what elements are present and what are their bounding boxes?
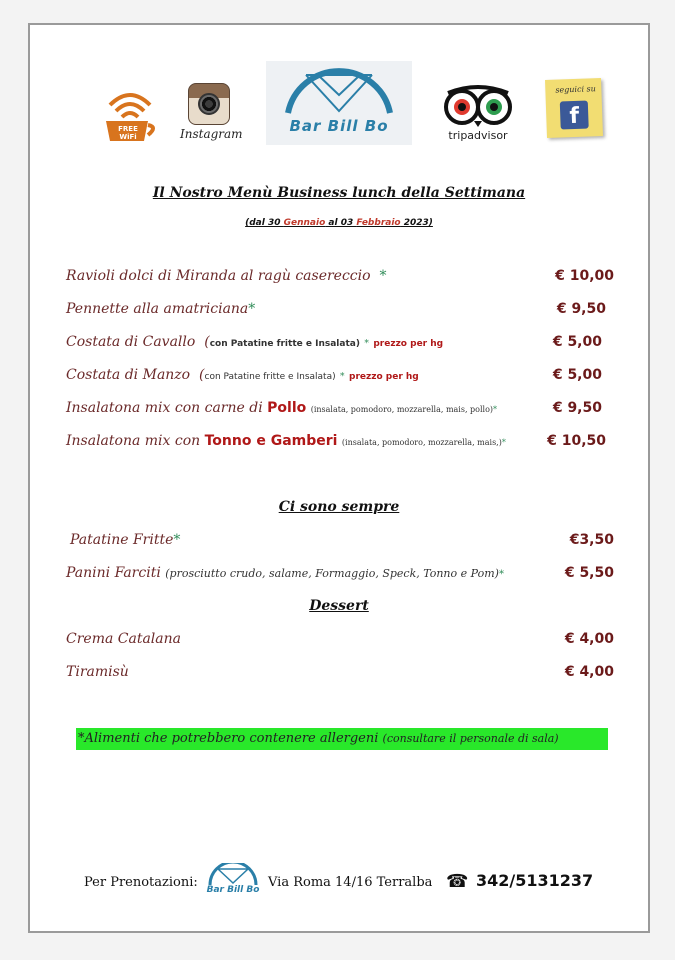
menu-item: Costata di Cavallo (con Patatine fritte e Insalata) * prezzo per hg € 5,00 bbox=[66, 334, 602, 350]
item-price: € 10,00 bbox=[555, 268, 614, 284]
footer-booking bbox=[84, 863, 624, 903]
free-wifi-logo bbox=[102, 83, 158, 145]
item-price: € 5,00 bbox=[552, 334, 602, 350]
address: Via Roma 14/16 Terralba bbox=[268, 875, 433, 890]
item-price: € 10,50 bbox=[547, 433, 606, 449]
facebook-note-logo bbox=[545, 78, 603, 138]
menu-item: Panini Farciti (prosciutto crudo, salame, Formaggio, Speck, Tonno e Pom)* € 5,50 bbox=[66, 565, 614, 581]
menu-item: Crema Catalana € 4,00 bbox=[66, 631, 614, 647]
phone-icon: ☎ bbox=[446, 871, 469, 892]
menu-item: Insalatona mix con carne di Pollo (insalata, pomodoro, mozzarella, mais, pollo)* € 9,50 bbox=[66, 400, 602, 416]
phone-number[interactable]: 342/5131237 bbox=[476, 871, 594, 890]
item-price: € 5,50 bbox=[564, 565, 614, 581]
item-price: € 4,00 bbox=[564, 664, 614, 680]
tripadvisor-logo bbox=[438, 83, 518, 147]
menu-item: Costata di Manzo (con Patatine fritte e Insalata) * prezzo per hg € 5,00 bbox=[66, 367, 602, 383]
instagram-text: Instagram bbox=[180, 127, 243, 141]
item-price: €3,50 bbox=[569, 532, 614, 548]
menu-item: Pennette alla amatriciana* € 9,50 bbox=[66, 301, 606, 317]
menu-date-range: (dal 30 Gennaio al 03 Febbraio 2023) bbox=[245, 218, 433, 228]
menu-page bbox=[28, 23, 650, 933]
tripadvisor-text: tripadvisor bbox=[448, 129, 508, 142]
camera-lens-icon bbox=[198, 93, 220, 115]
instagram-logo bbox=[180, 83, 243, 147]
menu-title: Il Nostro Menù Business lunch della Settimana bbox=[152, 185, 526, 201]
facebook-note-text: seguici su bbox=[555, 84, 597, 95]
wifi-text: FREE WiFi bbox=[118, 125, 138, 141]
bar-bill-bo-logo bbox=[266, 61, 412, 145]
item-price: € 9,50 bbox=[556, 301, 606, 317]
allergen-notice: *Alimenti che potrebbero contenere allergeni (consultare il personale di sala) bbox=[76, 728, 608, 750]
menu-item: Insalatona mix con Tonno e Gamberi (insalata, pomodoro, mozzarella, mais,)* € 10,50 bbox=[66, 433, 606, 449]
section-heading-dessert: Dessert bbox=[309, 598, 369, 614]
booking-label: Per Prenotazioni: bbox=[84, 875, 198, 890]
item-price: € 4,00 bbox=[564, 631, 614, 647]
item-price: € 9,50 bbox=[552, 400, 602, 416]
menu-item: Tiramisù € 4,00 bbox=[66, 664, 614, 680]
facebook-icon: f bbox=[560, 101, 589, 130]
bar-mini-logo: Bar Bill Bo bbox=[202, 863, 264, 899]
menu-item: Patatine Fritte* €3,50 bbox=[70, 532, 614, 548]
item-price: € 5,00 bbox=[552, 367, 602, 383]
bar-name: Bar Bill Bo bbox=[289, 117, 389, 135]
section-heading-sempre: Ci sono sempre bbox=[278, 499, 400, 515]
menu-item: Ravioli dolci di Miranda al ragù casereccio * € 10,00 bbox=[66, 268, 614, 284]
